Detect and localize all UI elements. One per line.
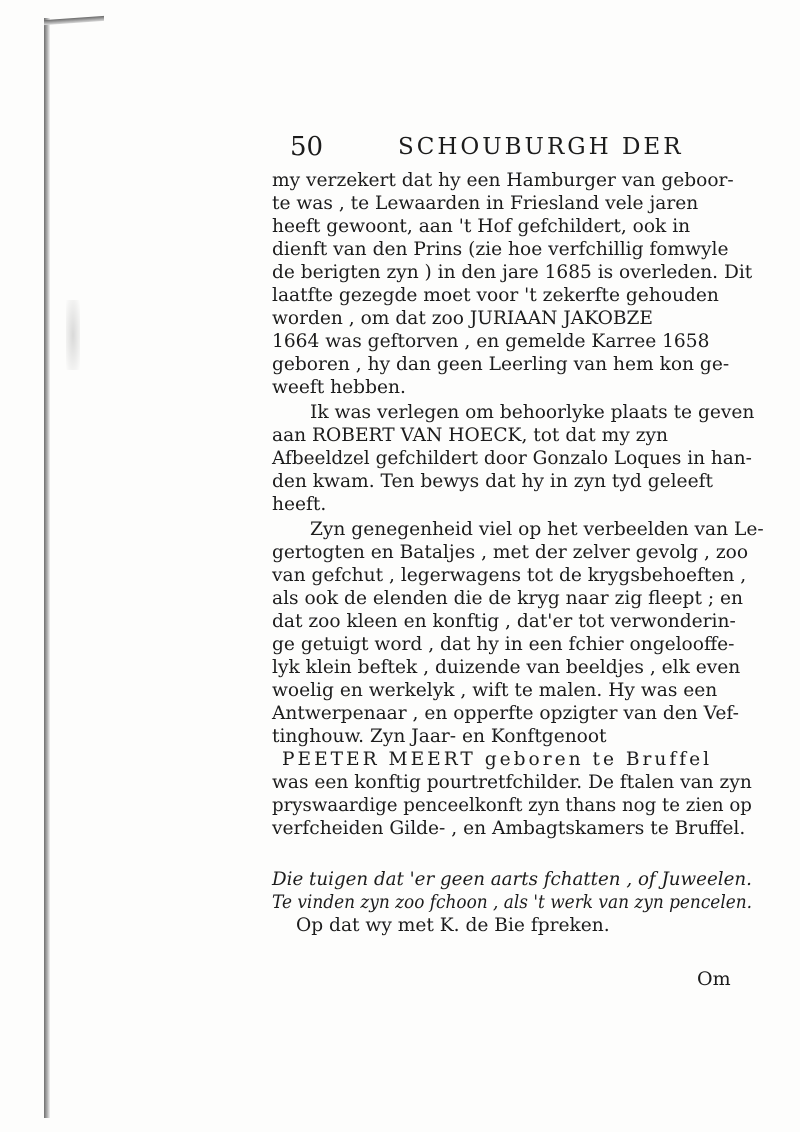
text-line: worden , om dat zoo JURIAAN JAKOBZE [272,308,653,329]
text-line: Ik was verlegen om behoorlyke plaats te geven [310,402,755,423]
text-line: dat zoo kleen en konftig , dat'er tot verwonderin- [272,611,736,632]
binding-edge [44,18,50,1118]
verse-line: Die tuigen dat 'er geen aarts fchatten , of Juweelen. [272,869,752,890]
text-line: was een konftig pourtretfchilder. De ftalen van zyn [272,772,752,793]
page-smudge [66,300,80,370]
page-number: 50 [290,132,324,162]
binding-corner [44,16,104,25]
text-line: PEETER MEERT geboren te Bruffel [282,749,713,770]
text-line: lyk klein beftek , duizende van beeldjes , elk even [272,657,741,678]
page-header [288,130,758,170]
text-line: 1664 was geftorven , en gemelde Karree 1658 [272,331,710,352]
text-line: heeft gewoont, aan 't Hof gefchildert, ook in [272,216,691,237]
text-line: te was , te Lewaarden in Friesland vele jaren [272,193,699,214]
text-line: woelig en werkelyk , wift te malen. Hy was een [272,680,718,701]
text-line: ge getuigt word , dat hy in een fchier ongelooffe- [272,634,735,655]
text-line: weeft hebben. [272,377,406,398]
text-line: pryswaardige penceelkonft zyn thans nog te zien op [272,795,752,816]
text-line: heeft. [272,494,327,515]
text-line: geboren , hy dan geen Leerling van hem kon ge- [272,354,730,375]
running-title: SCHOUBURGH DER [398,134,684,160]
text-line: my verzekert dat hy een Hamburger van geboor- [272,170,734,191]
text-line: gertogten en Bataljes , met der zelver gevolg , zoo [272,542,749,563]
text-line: verfcheiden Gilde- , en Ambagtskamers te Bruffel. [272,818,746,839]
text-line: Zyn genegenheid viel op het verbeelden van Le- [310,519,764,540]
text-line: als ook de elenden die de kryg naar zig fleept ; en [272,588,743,609]
text-line: tinghouw. Zyn Jaar- en Konftgenoot [272,726,607,747]
text-line: de berigten zyn ) in den jare 1685 is overleden. Dit [272,262,753,283]
text-line: Antwerpenaar , en opperfte opzigter van den Vef- [272,703,739,724]
verse-line: Te vinden zyn zoo fchoon , als 't werk van zyn pencelen. [272,892,753,913]
text-line: van gefchut , legerwagens tot de krygsbehoeften , [272,565,747,586]
catchword: Om [697,968,731,990]
text-line: aan ROBERT VAN HOECK, tot dat my zyn [272,425,669,446]
text-line: dienft van den Prins (zie hoe verfchillig fomwyle [272,239,729,260]
text-line: laatfte gezegde moet voor 't zekerfte gehouden [272,285,719,306]
text-line: Afbeeldzel gefchildert door Gonzalo Loques in han- [272,448,752,469]
text-line: den kwam. Ten bewys dat hy in zyn tyd geleeft [272,471,713,492]
closing-line: Op dat wy met K. de Bie fpreken. [296,915,610,936]
